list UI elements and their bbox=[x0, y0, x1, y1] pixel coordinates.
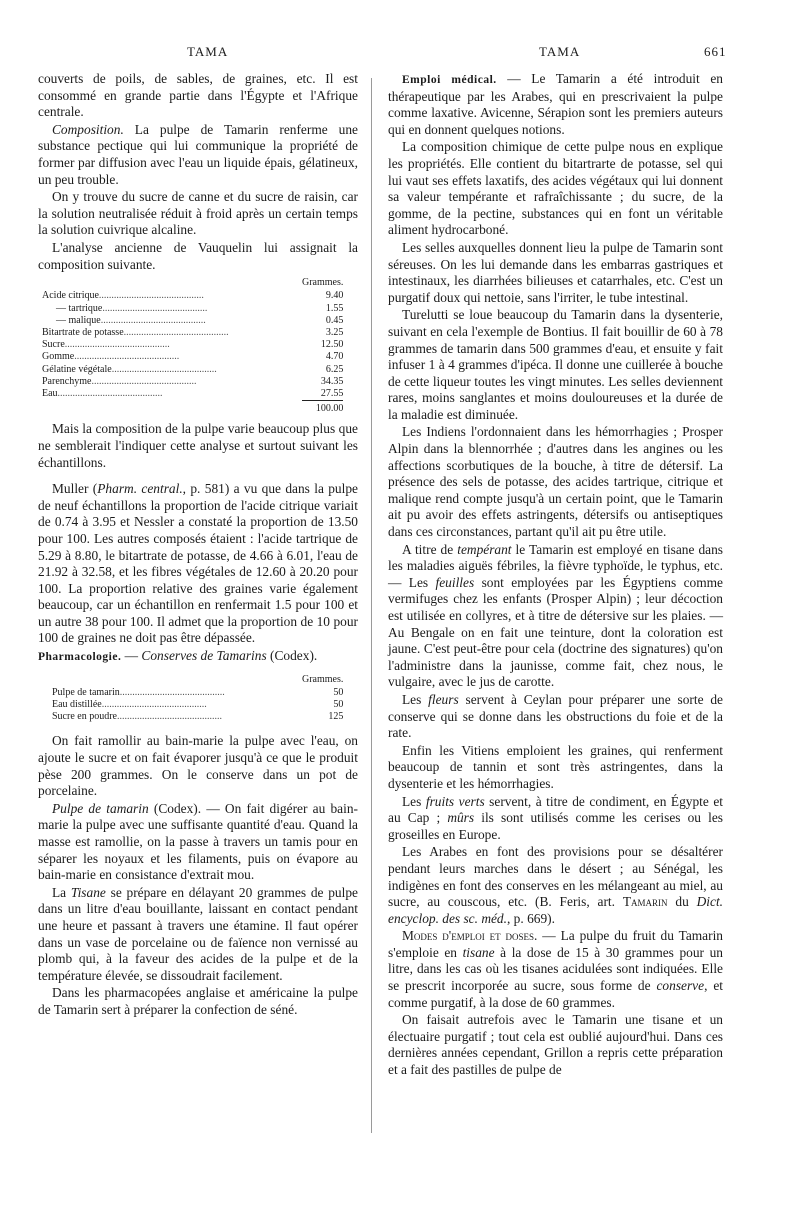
table-row: Eau distillée.......................................... 50 bbox=[52, 699, 344, 711]
table-cell-name: Pulpe de tamarin bbox=[52, 686, 120, 698]
muller-paragraph bbox=[38, 481, 358, 647]
left-column bbox=[38, 71, 358, 1020]
composition-paragraph bbox=[38, 122, 358, 188]
text-run: (Codex). bbox=[266, 648, 318, 664]
table-cell-value: 9.40 bbox=[325, 290, 344, 302]
table-cell-value: 50 bbox=[333, 686, 344, 698]
text-run: Les Arabes en font des provisions pour se désaltérer pendant leurs marches dans le désert ; au Sénégal, les indigènes en font des conserves en les mélangeant au miel, au sucre, au couscous, etc. (B. Feris, art. bbox=[388, 844, 723, 910]
text-run: A titre de bbox=[402, 541, 458, 557]
table-cell-name: — malique bbox=[56, 314, 101, 326]
table-cell-name: Eau distillée bbox=[52, 699, 102, 711]
text-run: le Tamarin est employé en tisane dans les maladies aiguës fébriles, la fièvre typhoïde, le typhus, etc. — Les bbox=[388, 541, 723, 590]
text-run: La bbox=[52, 884, 71, 900]
table-row: Sucre.......................................... 12.50 bbox=[42, 339, 344, 351]
recipe-title: Pulpe de tamarin bbox=[52, 800, 149, 816]
text-run: , et comme purgatif, à la dose de 60 grammes. bbox=[388, 978, 723, 1010]
text-run: Les bbox=[402, 691, 429, 707]
term: conserve bbox=[656, 978, 705, 994]
text-run: du bbox=[667, 894, 697, 910]
table-cell-value: 0.45 bbox=[325, 314, 344, 326]
table-cell-name: Gélatine végétale bbox=[42, 363, 112, 375]
right-column bbox=[388, 71, 723, 1080]
text-run: — La pulpe du fruit du Tamarin s'emploie en bbox=[388, 928, 723, 960]
paragraph: Enfin les Vitiens emploient les graines, qui renferment beaucoup de tannin et sont très astringentes, dans la dysenterie et les hémorrhagies. bbox=[388, 742, 723, 791]
table-cell-value: 12.50 bbox=[320, 339, 344, 351]
table-cell-name: Gomme bbox=[42, 351, 75, 363]
table-cell-name: Bitartrate de potasse bbox=[42, 326, 124, 338]
table-total-row bbox=[42, 401, 343, 416]
paragraph: Turelutti se loue beaucoup du Tamarin dans la dysenterie, suivant en cela l'exemple de Bontius. Il fait bouillir de 60 à 78 grammes de tamarin dans 500 grammes d'eau, et ensuite y fait infuser 1 à 4 grammes d'ipéca. Il donne une cuillerée à bouche de cette liqueur toutes les vingt minutes. Les selles deviennent rares, moins sanglantes et moins douloureuses et la durée de la maladie est diminuée. bbox=[388, 307, 723, 422]
table-cell-name: — tartrique bbox=[56, 302, 103, 314]
table-cell-value: 3.25 bbox=[325, 326, 344, 338]
paragraph: couverts de poils, de sables, de graines, etc. Il est consommé en grande partie dans l'Égypte et l'Afrique centrale. bbox=[38, 71, 358, 120]
pulpe-paragraph bbox=[38, 801, 358, 884]
table-cell-value: 27.55 bbox=[320, 387, 344, 399]
table-cell-value: 6.25 bbox=[325, 363, 344, 375]
term: tempérant bbox=[457, 541, 512, 557]
text-run: servent à Ceylan pour préparer une sorte de conserve qui se donne dans les obstructions du foie et de la rate. bbox=[388, 691, 724, 741]
text-run: — Le Tamarin a été introduit en thérapeutique par les Arabes, qui en prescrivaient la pulpe comme laxative. Avicenne, Sérapion sont les premiers auteurs qui en donnent quelques notions. bbox=[388, 71, 723, 137]
table-row: Eau.......................................... 27.55 bbox=[42, 387, 344, 400]
paragraph: On faisait autrefois avec le Tamarin une tisane et un électuaire purgatif ; tout cela est oublié aujourd'hui. Dans ces dernières années cependant, Grillon a repris cette préparation et a fait des pastilles de pulpe de bbox=[388, 1012, 723, 1078]
section-heading: Modes d'emploi et doses. bbox=[402, 928, 538, 944]
table-row: Parenchyme.......................................... 34.35 bbox=[42, 375, 344, 387]
term: mûrs bbox=[447, 810, 475, 826]
term: Tisane bbox=[70, 884, 106, 900]
section-heading: Pharmacologie. bbox=[38, 651, 122, 664]
running-header bbox=[0, 44, 800, 68]
text-run: — bbox=[121, 648, 142, 664]
paragraph: Les Indiens l'ordonnaient dans les hémorrhagies ; Prosper Alpin dans la blennorrhée ; d'autres dans les angines ou les affections scorbutiques de la bouche, à titre de détersif. La présence des sels de potasse, des acides tartrique, citrique et malique rend compte jusqu'à un certain point, que le Tamarin ait pu avoir des effets astringents, détersifs ou antiseptiques dans ces circonstances, partant qu'il ait pu être utile. bbox=[388, 424, 723, 540]
text-run: Muller ( bbox=[52, 481, 98, 497]
emploi-paragraph bbox=[388, 71, 723, 138]
composition-table bbox=[42, 277, 343, 415]
term: feuilles bbox=[435, 574, 475, 590]
paragraph: Les selles auxquelles donnent lieu la pulpe de Tamarin sont séreuses. On les lui demande dans les embarras gastriques et intestinaux, les diarrhées bilieuses et catarrhales, etc. C'est un purgatif doux qui nettoie, sans l'irriter, le tube intestinal. bbox=[388, 239, 723, 305]
table-cell-value: 34.35 bbox=[320, 375, 344, 387]
pharmacologie-heading bbox=[38, 648, 358, 666]
arabes-paragraph bbox=[388, 844, 723, 927]
table-cell-name: Parenchyme bbox=[42, 375, 92, 387]
citation: Dict. encyclop. des sc. méd. bbox=[388, 894, 724, 926]
paragraph: Dans les pharmacopées anglaise et américaine la pulpe de Tamarin sert à préparer la confection de séné. bbox=[38, 985, 358, 1017]
table-cell-name: Acide citrique bbox=[42, 290, 99, 302]
composition-label: Composition. bbox=[52, 121, 124, 137]
table-row: — tartrique.......................................... 1.55 bbox=[42, 303, 343, 315]
table-cell-value: 1.55 bbox=[325, 302, 344, 314]
paragraph-text: La pulpe de Tamarin renferme une substance pectique qui lui communique la propriété de former par diffusion avec l'eau un liquide épais, gélatineux, un peu trouble. bbox=[38, 121, 358, 187]
modes-paragraph bbox=[388, 928, 723, 1011]
table-cell-name: Eau bbox=[42, 388, 58, 400]
text-run: (Codex). — On fait digérer au bain-marie la pulpe avec une suffisante quantité d'eau. Quand la masse est ramollie, on la passe à travers un tamis pour en séparer les noyaux et les filaments, puis on évapore au bain-marie en consistance d'extrait mou. bbox=[38, 800, 358, 883]
table-row: Gomme.......................................... 4.70 bbox=[42, 351, 344, 363]
conserve-recipe-table bbox=[52, 674, 343, 724]
paragraph: Mais la composition de la pulpe varie beaucoup plus que ne semblerait l'indiquer cette analyse et surtout suivant les échantillons. bbox=[38, 421, 358, 470]
paragraph: L'analyse ancienne de Vauquelin lui assignait la composition suivante. bbox=[38, 239, 358, 272]
text-run: servent, à titre de condiment, en Égypte et au Cap ; bbox=[388, 793, 724, 826]
table-cell-value: 125 bbox=[328, 711, 344, 723]
page-number: 661 bbox=[704, 44, 727, 59]
table-row: Pulpe de tamarin.......................................... 50 bbox=[52, 686, 344, 698]
text-run: à la dose de 15 à 30 grammes pour un litre, dans les cas où les tisanes acidulées sont indiquées. Elle se prescrit incorporée au sucre, sous forme de bbox=[388, 944, 723, 994]
text-run: ils sont utilisés comme les cerises ou les groseilles en Europe. bbox=[388, 810, 723, 842]
paragraph: On y trouve du sucre de canne et du sucre de raisin, car la solution neutralisée réduit à froid après un certain temps la solution cuivrique alcaline. bbox=[38, 189, 358, 238]
text-run: sont employées par les Égyptiens comme vermifuges chez les enfants (Prosper Alpin) ; leur décoction est utilisée en collyres, et à titre de détersive sur les plaies. — Au Bengale on en fait une teinture, dont la coloration est jaune. C'est peut-être pour cela (doctrine des signatures) qu'on l'administre dans la jaunisse, comme fait, chez nous, le vulgaire, avec le jus de carotte. bbox=[388, 574, 724, 690]
table-unit-header: Grammes. bbox=[302, 277, 344, 289]
fleurs-paragraph bbox=[388, 692, 723, 742]
subsection-title: Conserves de Tamarins bbox=[141, 648, 267, 664]
table-row: Gélatine végétale.......................................... 6.25 bbox=[42, 363, 344, 375]
text-run: , p. 669). bbox=[506, 910, 555, 926]
temperant-paragraph bbox=[388, 542, 723, 691]
text-run: Les bbox=[402, 793, 426, 809]
table-row: Sucre en poudre.......................................... 125 bbox=[52, 711, 344, 723]
table-cell-name: Sucre en poudre bbox=[52, 711, 117, 723]
paragraph: La composition chimique de cette pulpe nous en explique les propriétés. Elle contient du bitartrarte de potasse, sel qui lui vaut ses effets laxatifs, des acides végétaux qui lui donnent sa valeur tempérante et rafraîchissante ; du sucre, de la gomme, de la pectine, substances qui en font un véritable aliment hydrocarboné. bbox=[388, 139, 723, 238]
table-row: Bitartrate de potasse.......................................... 3.25 bbox=[42, 326, 344, 338]
table-cell-name: Sucre bbox=[42, 339, 65, 351]
header-right-title: TAMA bbox=[539, 44, 581, 59]
small-caps-term: Tamarin bbox=[622, 894, 668, 910]
table-row: Acide citrique.......................................... 9.40 bbox=[42, 290, 344, 302]
term: tisane bbox=[462, 944, 495, 960]
table-cell-value: 50 bbox=[333, 699, 344, 711]
table-unit-header: Grammes. bbox=[302, 673, 344, 685]
paragraph: On fait ramollir au bain-marie la pulpe avec l'eau, on ajoute le sucre et on fait évaporer jusqu'à ce que le produit pèse 200 grammes. On le conserve dans un pot de porcelaine. bbox=[38, 733, 358, 799]
fruits-paragraph bbox=[388, 794, 723, 844]
text-run: se prépare en délayant 20 grammes de pulpe dans un litre d'eau bouillante, laissant en contact pendant une heure et passant à travers une étamine. Il faut opérer dans un vase de porcelaine ou de faïence non vernissé au plomb qui, à la faveur des acides de la pulpe et de la température élevée, se dissoudrait facilement. bbox=[38, 884, 358, 983]
table-row: — malique.......................................... 0.45 bbox=[42, 315, 343, 327]
text-run: , p. 581) a vu que dans la pulpe de neuf échantillons la proportion de l'acide citrique variait de 0.74 à 3.95 et Nessler a constaté la proportion de 13.50 pour 100. Les autres composés étaient : l'acide tartrique de 5.29 à 8.80, le bitartrate de potasse, de 4.66 à 6.01, l'eau de 21.92 à 32.58, et les fibres végétales de 12.60 à 20.20 pour 100. La proportion relative des graines varie également beaucoup, car un échantillon en renfermait 1.5 pour 100 et un autre 38 pour 100. Il admet que la proportion de 10 pour 100 de graines ne doit pas être dépassée. bbox=[38, 481, 358, 646]
header-left-title: TAMA bbox=[187, 44, 229, 59]
tisane-paragraph bbox=[38, 885, 358, 985]
column-divider bbox=[371, 78, 372, 1133]
table-total: 100.00 bbox=[302, 401, 343, 416]
citation: Pharm. central. bbox=[97, 481, 183, 497]
term: fleurs bbox=[428, 691, 459, 707]
section-heading: Emploi médical. bbox=[402, 74, 497, 86]
term: fruits verts bbox=[425, 793, 485, 809]
table-cell-value: 4.70 bbox=[325, 351, 344, 363]
